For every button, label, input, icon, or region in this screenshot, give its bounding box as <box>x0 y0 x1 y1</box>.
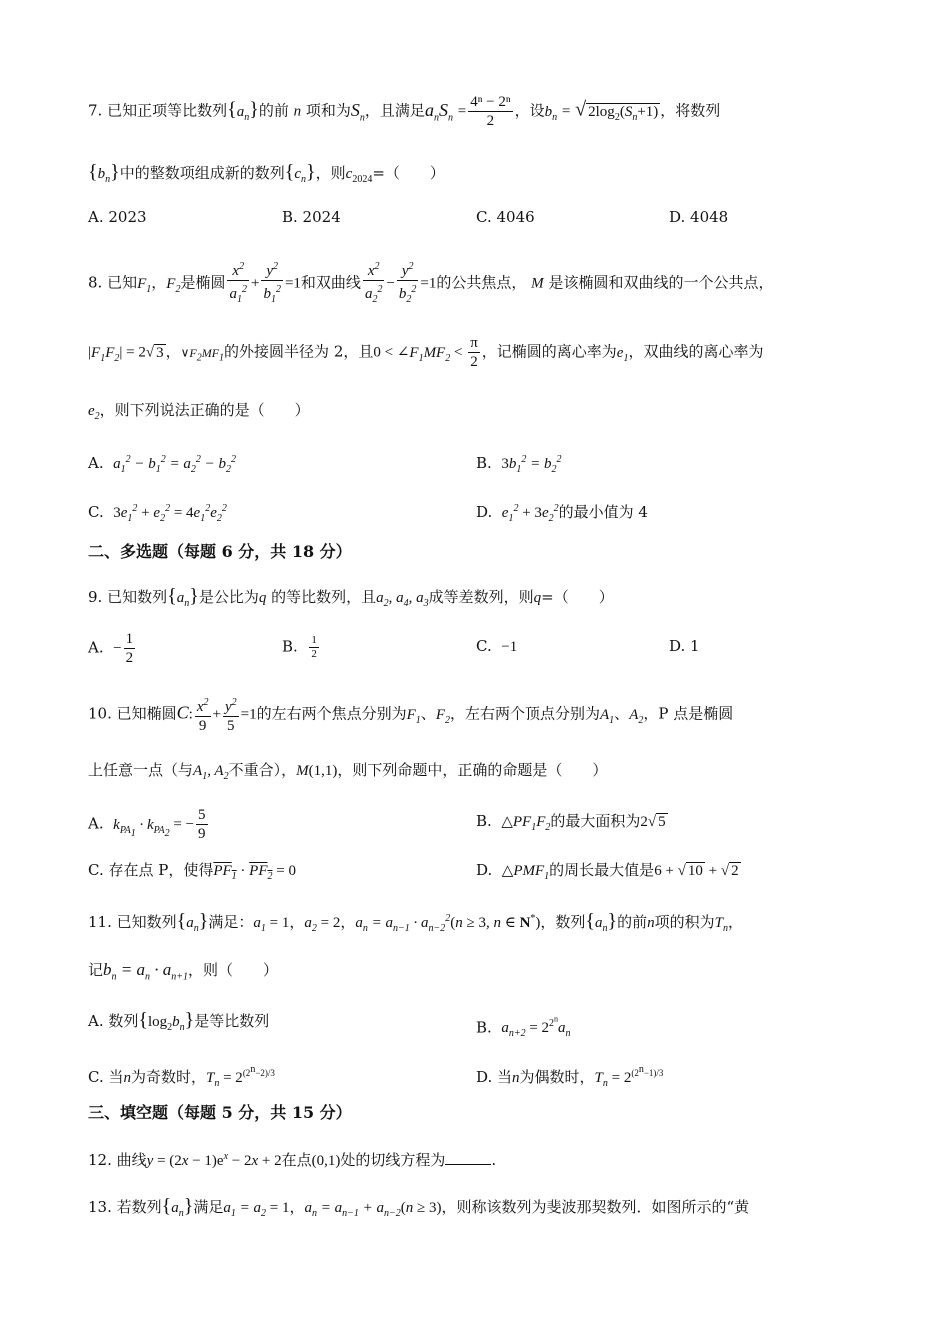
section-heading-fill-in: 三、填空题（每题 5 分，共 15 分） <box>88 1103 352 1122</box>
q10-option-b: B. $\triangle PF_1F_2$的最大面积为2√ 5 <box>476 812 666 833</box>
q11-option-a: A. 数列$\{\log_2b_n\}$是等比数列 <box>88 1009 270 1033</box>
q7-option-a: A. 2023 <box>88 208 147 226</box>
q7-line1: 7. 已知正项等比数列$\{a_n\}$的前 n 项和为$S_n$，且满足$a_nS_n$ = $\frac{\text{4ⁿ − 2ⁿ}}{2}$ ，设$b_n$ = √ $2\log_2(S_n+1)$ ，将数列 <box>88 94 721 129</box>
q10-line1: 10. 已知椭圆C: $\frac{x^2}{9}$ + $\frac{y^2}{5}$ =1的左右两个焦点分别为$F_1$、$F_2$，左右两个顶点分别为$A_1$、$A_2$，P 点是椭圆 <box>88 694 890 735</box>
q10-option-d: D. $\triangle PMF_1$的周长最大值是6 + √ 10 + √ 2 <box>476 861 739 882</box>
q9-option-a: A. − $\frac{1}{2}$ <box>88 631 134 666</box>
q11-option-b: B. $a_{n+2} = 2^{2^n}a_n$ <box>476 1015 571 1040</box>
q8-line1: 8. 已知$F_1$，$F_2$是椭圆 $\frac{x^2}{a_1^2}$ + $\frac{y^2}{b_1^2}$ =1和双曲线 $\frac{x^2}{a_2^2}$ − $\frac{y^2}{b_2^2}$ =1的公共焦点， M 是该椭圆和双曲线的一个公共点， <box>88 258 890 309</box>
q10-line2: 上任意一点（与$A_1$, $A_2$不重合），M(1,1)，则下列命题中，正确的命题是（ ） <box>88 761 608 782</box>
q7-line2: $\{b_n\}$中的整数项组成新的数列$\{c_n\}$，则$c_{2024}=$（ ） <box>88 161 445 185</box>
q11-line2: 记$b_n = a_n \cdot a_{n+1}$，则（ ） <box>88 960 279 983</box>
q12-line1: 12. 曲线$y = (2x - 1)e^x - 2x + 2$在点(0,1)处的切线方程为 . <box>88 1151 497 1169</box>
q10-option-c: C. 存在点 P，使得$PF_1 \cdot PF_2 = 0$ <box>88 861 296 882</box>
q11-option-c: C. 当n为奇数时，$T_n = 2^{(2^n-2)/3}$ <box>88 1064 275 1089</box>
q7-option-c: C. 4046 <box>476 208 535 226</box>
q7-option-d: D. 4048 <box>669 208 729 226</box>
q9-option-b: B. $\frac{1}{2}$ <box>282 634 317 660</box>
q8-option-d: D. $e_1^2 + 3e_2^2$的最小值为 4 <box>476 503 648 524</box>
q9-option-d: D. 1 <box>669 637 700 655</box>
q7-fraction: $\frac{\text{4ⁿ − 2ⁿ}}{2}$ <box>470 94 511 129</box>
q9-line1: 9. 已知数列$\{a_n\}$是公比为q 的等比数列，且$a_2$, $a_4$, $a_3$成等差数列，则q=（ ） <box>88 585 614 609</box>
q11-option-d: D. 当n为偶数时，$T_n = 2^{(2^n-1)/3}$ <box>476 1064 664 1089</box>
q8-option-b: B. $3b_1^2 = b_2^2$ <box>476 454 562 475</box>
q13-line1: 13. 若数列$\{a_n\}$满足$a_1 = a_2 = 1$，$a_n = a_{n-1} + a_{n-2}(n \ge 3)$，则称该数列为斐波那契数列．如图所示的“黄 <box>88 1195 750 1219</box>
q11-line1: 11. 已知数列$\{a_n\}$满足：$a_1 = 1$，$a_2 = 2$，$a_n = a_{n-1} \cdot a_{n-2}^2(n \ge 3$, n ∈ N*)，数列$\{a_n\}$的前n项的积为$T_n$， <box>88 910 744 934</box>
q9-option-c: C. −1 <box>476 637 518 655</box>
q8-line2: $|F_1F_2| = 2√$ 3 ，$\vee F_2MF_1$的外接圆半径为 2，且$0 < \angle F_1MF_2$ < $\frac{\pi}{2}$ ，记椭圆的离心率为$e_1$，双曲线的离心率为 <box>88 335 764 370</box>
q7-option-b: B. 2024 <box>282 208 341 226</box>
q10-option-a: A. $k_{PA_1} \cdot k_{PA_2}$ = − $\frac{5}{9}$ <box>88 807 206 842</box>
q8-option-a: A. $a_1^2 - b_1^2 = a_2^2 - b_2^2$ <box>88 454 237 475</box>
q8-option-c: C. $3e_1^2 + e_2^2 = 4e_1^2e_2^2$ <box>88 503 227 524</box>
answer-blank[interactable] <box>445 1150 491 1165</box>
q8-line3: $e_2$，则下列说法正确的是（ ） <box>88 401 310 422</box>
section-heading-multiple-choice: 二、多选题（每题 6 分，共 18 分） <box>88 542 352 561</box>
